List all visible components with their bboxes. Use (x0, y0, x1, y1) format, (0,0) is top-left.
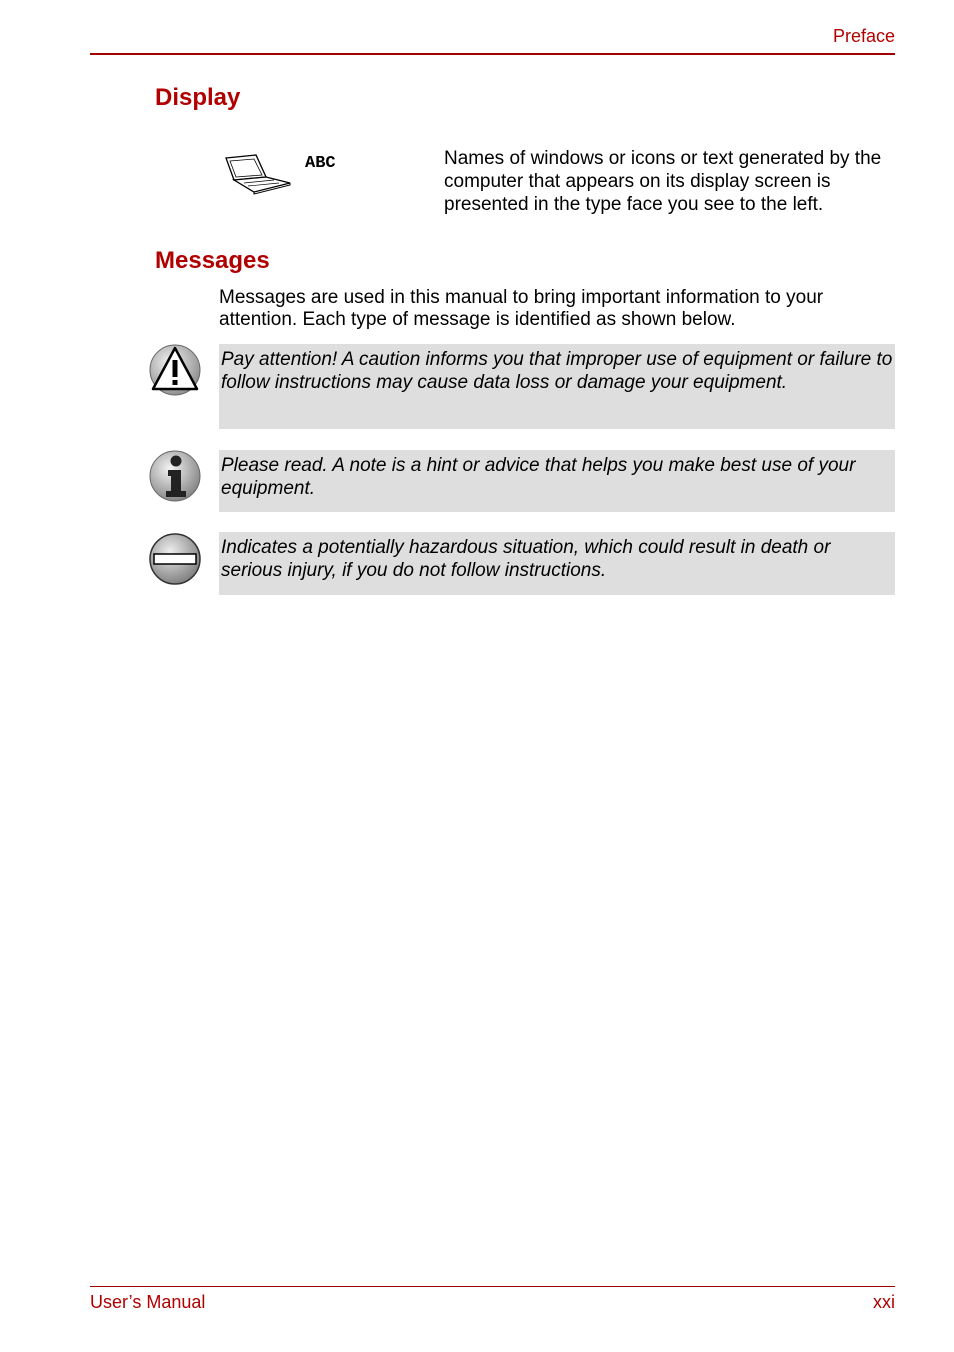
section-heading-messages: Messages (155, 247, 270, 274)
caution-message (219, 344, 895, 429)
messages-intro: Messages are used in this manual to bring important information to your attention. Each type of message is identified as shown below. (219, 287, 824, 330)
page-number: xxi (873, 1292, 895, 1312)
note-message-text: Please read. A note is a hint or advice that helps you make best use of your equipment. (221, 455, 856, 499)
laptop-icon (224, 152, 292, 196)
caution-message-text: Pay attention! A caution informs you that improper use of equipment or failure to follow instructions may cause data loss or damage your equipment. (221, 349, 893, 393)
section-heading-display: Display (155, 84, 241, 111)
header-rule (90, 53, 895, 55)
warning-message (219, 532, 895, 595)
display-sample-text: ABC (305, 154, 336, 173)
info-icon (148, 449, 202, 503)
display-description: Names of windows or icons or text generated by the computer that appears on its display screen is presented in the type face you see to the left. (444, 148, 882, 215)
running-header: Preface (832, 26, 895, 46)
warning-message-text: Indicates a potentially hazardous situation, which could result in death or serious injury, if you do not follow instructions. (221, 537, 831, 581)
prohibition-icon (148, 532, 202, 586)
caution-icon (148, 343, 202, 397)
footer-title: User’s Manual (90, 1292, 206, 1312)
note-message (219, 450, 895, 512)
footer-rule (90, 1286, 895, 1287)
